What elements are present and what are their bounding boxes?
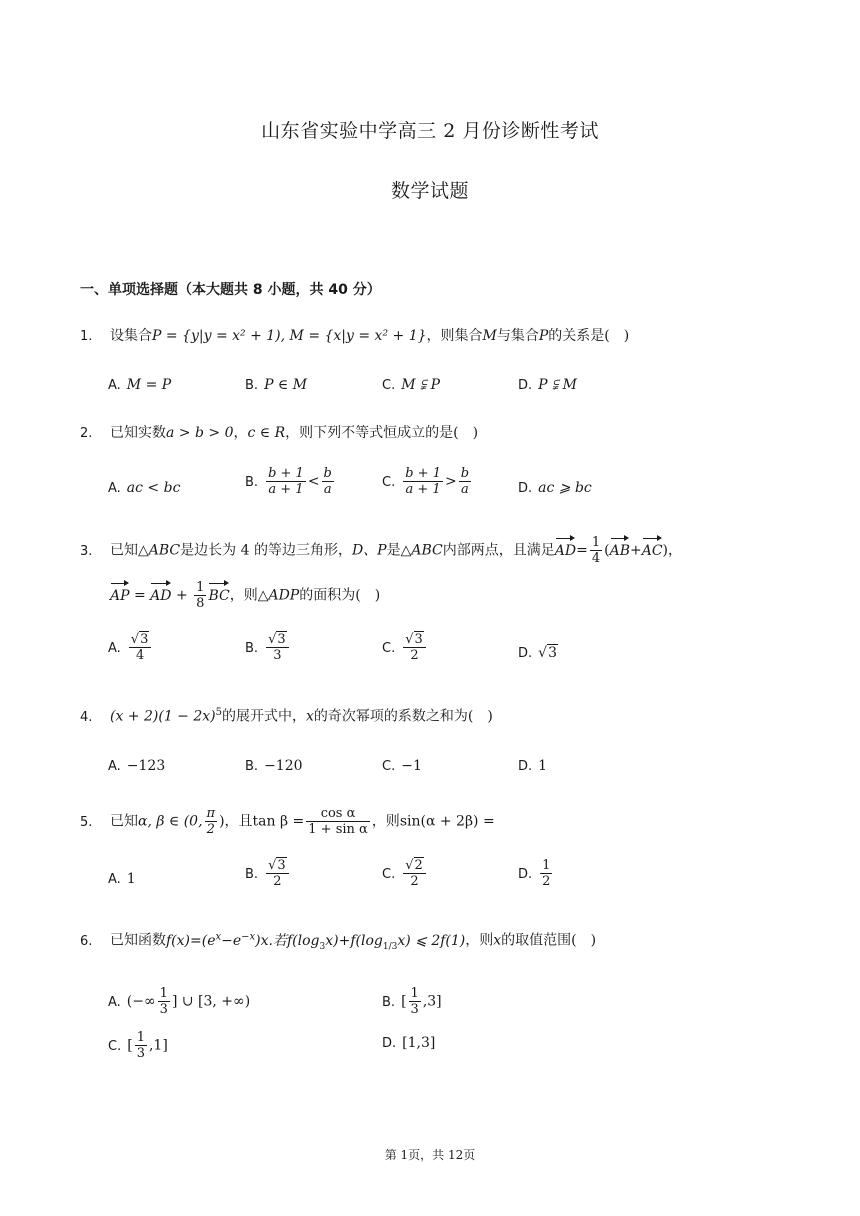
math-variable: x <box>493 932 502 949</box>
option-b[interactable] <box>245 632 291 663</box>
question-text: 的关系是( ) <box>548 328 630 344</box>
option-label: A. <box>108 378 121 393</box>
option-a[interactable] <box>108 755 165 778</box>
option-d[interactable] <box>518 477 592 500</box>
fraction: $\frac{1}{3}$ <box>410 986 419 1017</box>
option-d[interactable] <box>518 374 577 397</box>
option-d[interactable] <box>382 1032 435 1055</box>
option-label: D. <box>518 481 533 496</box>
option-value: 1 <box>126 871 136 887</box>
option-a[interactable] <box>108 986 250 1017</box>
fraction: $\frac{\pi}{2}$ <box>206 806 216 837</box>
math-variable: P <box>538 328 549 344</box>
vector: AB <box>610 536 630 562</box>
question-4 <box>80 702 780 729</box>
math-variable: D、P <box>351 542 387 559</box>
vector: AC <box>642 536 663 562</box>
option-c[interactable] <box>382 755 422 778</box>
option-label: D. <box>518 378 533 393</box>
fraction: $\frac{b + 1}{a + 1}$ <box>405 466 441 497</box>
option-label: B. <box>245 474 259 490</box>
vector: BC <box>208 581 229 607</box>
option-d[interactable] <box>518 755 547 778</box>
radicand: 3 <box>548 645 557 661</box>
question-text: 的面积为( ) <box>299 587 381 604</box>
option-value: −123 <box>126 758 166 774</box>
fraction: $\frac{1}{4}$ <box>591 535 601 566</box>
option-label: C. <box>108 1038 122 1054</box>
option-b[interactable] <box>245 374 307 397</box>
math-expression: c ∈ R <box>247 425 286 441</box>
math-expression: (x + 2)(1 − 2x) <box>110 708 216 725</box>
question-text: 是边长为 4 的等边三角形， <box>180 542 352 559</box>
option-label: B. <box>245 866 259 882</box>
option-label: A. <box>108 872 121 887</box>
question-1 <box>80 325 780 348</box>
option-value: [ <box>127 1037 133 1054</box>
triangle: △ABC <box>400 542 443 559</box>
option-a[interactable] <box>108 374 171 397</box>
fraction: $\frac{1}{3}$ <box>136 1030 145 1061</box>
option-c[interactable] <box>382 374 440 397</box>
math-expression: P = {y|y = x² + 1), M = {x|y = x² + 1} <box>152 328 427 344</box>
punctuation: ， <box>668 542 683 559</box>
question-text: 设集合 <box>110 328 152 344</box>
vector: AD <box>150 581 171 607</box>
question-6 <box>80 926 780 957</box>
question-text: 已知 <box>110 542 138 559</box>
fraction: $\frac{\text{cos α}}{\text{1 + sin α}}$ <box>308 806 368 837</box>
option-value: P ⫋ M <box>538 377 577 393</box>
fraction: $\frac{√3}{2}$ <box>403 632 426 663</box>
question-number: 2. <box>80 426 93 441</box>
exponent: 5 <box>215 707 222 718</box>
option-value: −120 <box>264 758 303 774</box>
question-text: ，则 <box>229 587 258 604</box>
fraction: $\frac{√2}{2}$ <box>403 858 426 889</box>
fraction: $\frac{√3}{4}$ <box>129 632 152 663</box>
triangle: △ABC <box>138 542 181 559</box>
question-number: 5. <box>80 814 93 830</box>
question-text: ，则 <box>371 813 400 830</box>
option-c[interactable] <box>382 466 473 497</box>
relation-sign: < <box>307 473 320 490</box>
section-heading: 一、单项选择题（本大题共 8 小题，共 40 分） <box>80 282 381 298</box>
question-number: 4. <box>80 709 93 725</box>
option-label: C. <box>382 866 396 882</box>
triangle: △ADP <box>257 587 300 604</box>
fraction: $\frac{√3}{3}$ <box>266 632 289 663</box>
option-label: C. <box>382 378 396 393</box>
option-label: C. <box>382 474 396 490</box>
option-label: C. <box>382 640 396 656</box>
option-c[interactable] <box>382 858 428 889</box>
question-text: 已知 <box>110 813 138 830</box>
exam-subtitle: 数学试题 <box>390 180 469 202</box>
question-text: 的展开式中， <box>222 708 306 725</box>
question-text: ，则 <box>465 932 494 949</box>
fraction: $\frac{√3}{2}$ <box>266 858 289 889</box>
question-text: 内部两点，且满足 <box>442 542 555 559</box>
vector: AP <box>110 581 130 607</box>
plus-sign: + <box>629 542 642 559</box>
question-5 <box>80 806 780 837</box>
option-value: (−∞ <box>126 993 156 1010</box>
math-expression: $f(x)=(e^x-e^{-x})x$.若$f(\log_3x)+f(\log_{1/3}x)$ ⩽ 2f(1) <box>166 931 466 952</box>
option-value: ] ∪ [3, +∞) <box>171 993 251 1010</box>
question-text: 与集合 <box>496 328 539 344</box>
math-variable: M <box>482 328 497 344</box>
option-label: B. <box>245 378 259 393</box>
math-expression: a > b > 0 <box>166 425 234 441</box>
math-expression: sin(α + 2β) = <box>399 813 495 830</box>
option-value: −1 <box>401 758 422 774</box>
exam-title: 山东省实验中学高三 2 月份诊断性考试 <box>261 120 599 142</box>
option-d[interactable] <box>518 858 554 889</box>
option-label: B. <box>382 994 396 1010</box>
question-3-line-2: AP = AD + $\frac{1}{8}$ BC，则△ADP的面积为( ) <box>110 580 381 611</box>
question-text: 的取值范围( ) <box>501 932 597 949</box>
question-number: 1. <box>80 329 93 344</box>
option-a[interactable] <box>108 477 180 500</box>
math-expression: tan β = <box>252 813 305 830</box>
question-2 <box>80 422 780 445</box>
option-label: D. <box>518 866 533 882</box>
question-text: ，且 <box>224 813 253 830</box>
option-value: [1,3] <box>402 1035 436 1051</box>
fraction: $\frac{1}{8}$ <box>196 580 205 611</box>
option-c[interactable] <box>108 1030 168 1061</box>
option-value: 1 <box>538 758 548 774</box>
question-text: ，则下列不等式恒成立的是( ) <box>285 425 479 441</box>
fraction: $\frac{1}{3}$ <box>159 986 168 1017</box>
question-3: 3. 已知△ABC是边长为 4 的等边三角形，D、P是△ABC内部两点，且满足AD= $\frac{1}{4}$ (AB+AC)， <box>80 535 683 566</box>
relation-sign: > <box>444 473 457 490</box>
question-text: 已知实数 <box>110 425 166 441</box>
fraction: $\frac{1}{2}$ <box>542 858 551 889</box>
option-label: B. <box>245 640 259 656</box>
option-label: A. <box>108 481 121 496</box>
page-footer: 第 1页，共 12页 <box>384 1148 476 1162</box>
question-text: 是 <box>386 542 401 559</box>
option-b[interactable] <box>245 466 336 497</box>
option-a[interactable] <box>108 632 153 663</box>
question-number: 6. <box>80 933 93 949</box>
option-value: M = P <box>126 377 172 393</box>
option-a[interactable] <box>108 868 136 891</box>
math-variable: x <box>306 708 314 725</box>
option-label: A. <box>108 994 121 1010</box>
question-text: ， <box>233 425 248 441</box>
option-value: ac ⩾ bc <box>538 480 592 496</box>
option-label: A. <box>108 759 121 774</box>
fraction: $\frac{b}{a}$ <box>323 466 332 497</box>
option-value: ,1] <box>148 1037 168 1054</box>
option-b[interactable] <box>245 858 291 889</box>
option-value: ac < bc <box>126 480 181 496</box>
option-label: D. <box>382 1036 397 1051</box>
option-b[interactable] <box>382 986 442 1017</box>
question-text: 的奇次幂项的系数之和为( ) <box>313 708 493 725</box>
math-expression: α, β ∈ (0, <box>138 813 203 830</box>
option-value: [ <box>401 993 407 1010</box>
question-text: ，则集合 <box>426 328 483 344</box>
equals-sign: = <box>576 542 588 559</box>
option-value: M ⫋ P <box>401 377 441 393</box>
option-c[interactable] <box>382 632 428 663</box>
option-b[interactable] <box>245 755 303 778</box>
question-text: 已知函数 <box>110 932 166 949</box>
option-label: A. <box>108 640 121 656</box>
paren: ) <box>219 813 225 830</box>
option-value: ,3] <box>422 993 442 1010</box>
question-number: 3. <box>80 543 93 559</box>
option-label: D. <box>518 646 533 661</box>
fraction: $\frac{b}{a}$ <box>460 466 470 497</box>
option-label: D. <box>518 759 533 774</box>
vector: AD <box>555 536 576 562</box>
option-d[interactable]: D. √3 <box>518 645 557 661</box>
option-value: P ∈ M <box>264 377 308 393</box>
option-label: B. <box>245 759 259 774</box>
fraction: $\frac{b + 1}{a + 1}$ <box>268 466 304 497</box>
option-label: C. <box>382 759 396 774</box>
